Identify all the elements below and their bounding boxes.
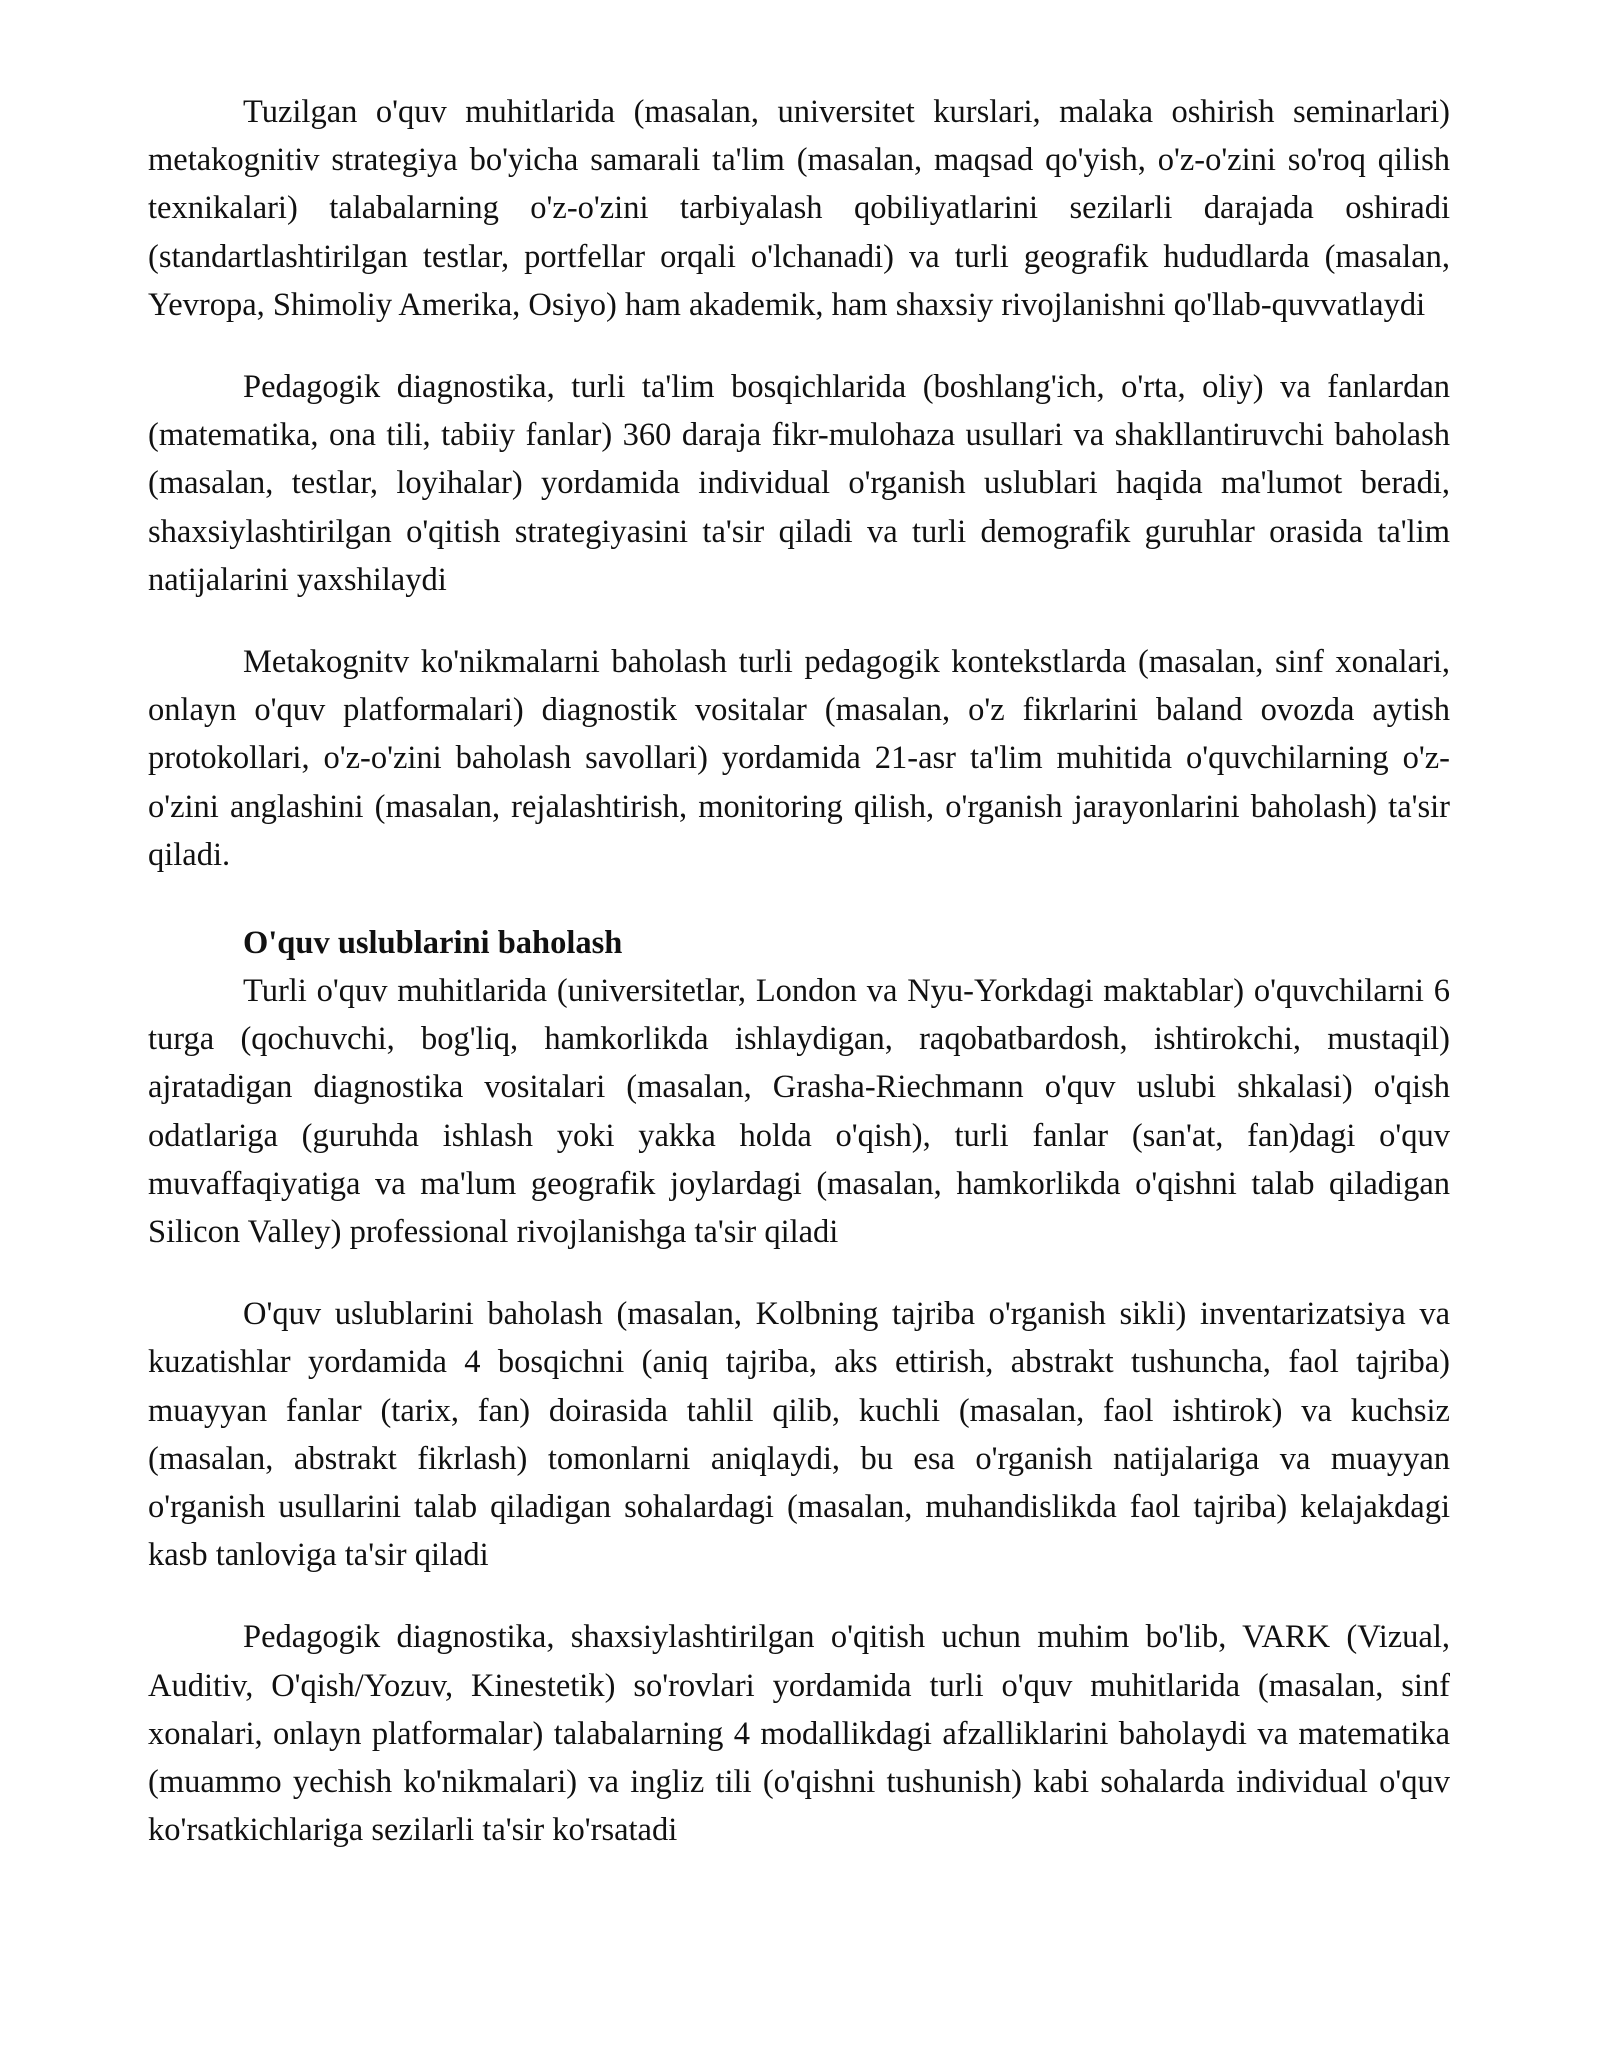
paragraph-metacognitive-assessment: Metakognitv ko'nikmalarni baholash turli pedagogik kontekstlarda (masalan, sinf xonalari, onlayn o'quv platformalari) diagnostik vositalar (masalan, o'z fikrlarini baland ovozda aytish protokollari, o'z-o'zini baholash savollari) yordamida 21-asr ta'lim muhitida o'quvchilarning o'z-o'zini anglashini (masalan, rejalashtirish, monitoring qilish, o'rganish jarayonlarini baholash) ta'sir qiladi. [148, 644, 1450, 873]
document-page [148, 88, 1450, 1889]
section-heading: O'quv uslublarini baholash [243, 925, 623, 962]
paragraph-kolb-cycle: O'quv uslublarini baholash (masalan, Kolbning tajriba o'rganish sikli) inventarizatsiya va kuzatishlar yordamida 4 bosqichni (aniq tajriba, aks ettirish, abstrakt tushuncha, faol tajriba) muayyan fanlar (tarix, fan) doirasida tahlil qilib, kuchli (masalan, faol ishtirok) va kuchsiz (masalan, abstrakt fikrlash) tomonlarni aniqlaydi, bu esa o'rganish natijalariga va muayyan o'rganish usullarini talab qiladigan sohalardagi (masalan, muhandislikda faol tajriba) kelajakdagi kasb tanloviga ta'sir qiladi [148, 1296, 1450, 1574]
paragraph-metacognitive-training: Tuzilgan o'quv muhitlarida (masalan, universitet kurslari, malaka oshirish seminarlari) metakognitiv strategiya bo'yicha samarali ta'lim (masalan, maqsad qo'yish, o'z-o'zini so'roq qilish texnikalari) talabalarning o'z-o'zini tarbiyalash qobiliyatlarini sezilarli darajada oshiradi (standartlashtirilgan testlar, portfellar orqali o'lchanadi) va turli geografik hududlarda (masalan, Yevropa, Shimoliy Amerika, Osiyo) ham akademik, ham shaxsiy rivojlanishni qo'llab-quvvatlaydi [148, 94, 1450, 323]
paragraph-pedagogical-diagnostics-360: Pedagogik diagnostika, turli ta'lim bosqichlarida (boshlang'ich, o'rta, oliy) va fanlardan (matematika, ona tili, tabiiy fanlar) 360 daraja fikr-mulohaza usullari va shakllantiruvchi baholash (masalan, testlar, loyihalar) yordamida individual o'rganish uslublari haqida ma'lumot beradi, shaxsiylashtirilgan o'qitish strategiyasini ta'sir qiladi va turli demografik guruhlar orasida ta'lim natijalarini yaxshilaydi [148, 369, 1450, 598]
paragraph-grasha-riechmann: Turli o'quv muhitlarida (universitetlar, London va Nyu-Yorkdagi maktablar) o'quvchilarni 6 turga (qochuvchi, bog'liq, hamkorlikda ishlaydigan, raqobatbardosh, ishtirokchi, mustaqil) ajratadigan diagnostika vositalari (masalan, Grasha-Riechmann o'quv uslubi shkalasi) o'qish odatlariga (guruhda ishlash yoki yakka holda o'qish), turli fanlar (san'at, fan)dagi o'quv muvaffaqiyatiga va ma'lum geografik joylardagi (masalan, hamkorlikda o'qishni talab qiladigan Silicon Valley) professional rivojlanishga ta'sir qiladi [148, 973, 1450, 1251]
paragraph-vark: Pedagogik diagnostika, shaxsiylashtirilgan o'qitish uchun muhim bo'lib, VARK (Vizual, Auditiv, O'qish/Yozuv, Kinestetik) so'rovlari yordamida turli o'quv muhitlarida (masalan, sinf xonalari, onlayn platformalar) talabalarning 4 modallikdagi afzalliklarini baholaydi va matematika (muammo yechish ko'nikmalari) va ingliz tili (o'qishni tushunish) kabi sohalarda individual o'quv ko'rsatkichlariga sezilarli ta'sir ko'rsatadi [148, 1619, 1450, 1849]
